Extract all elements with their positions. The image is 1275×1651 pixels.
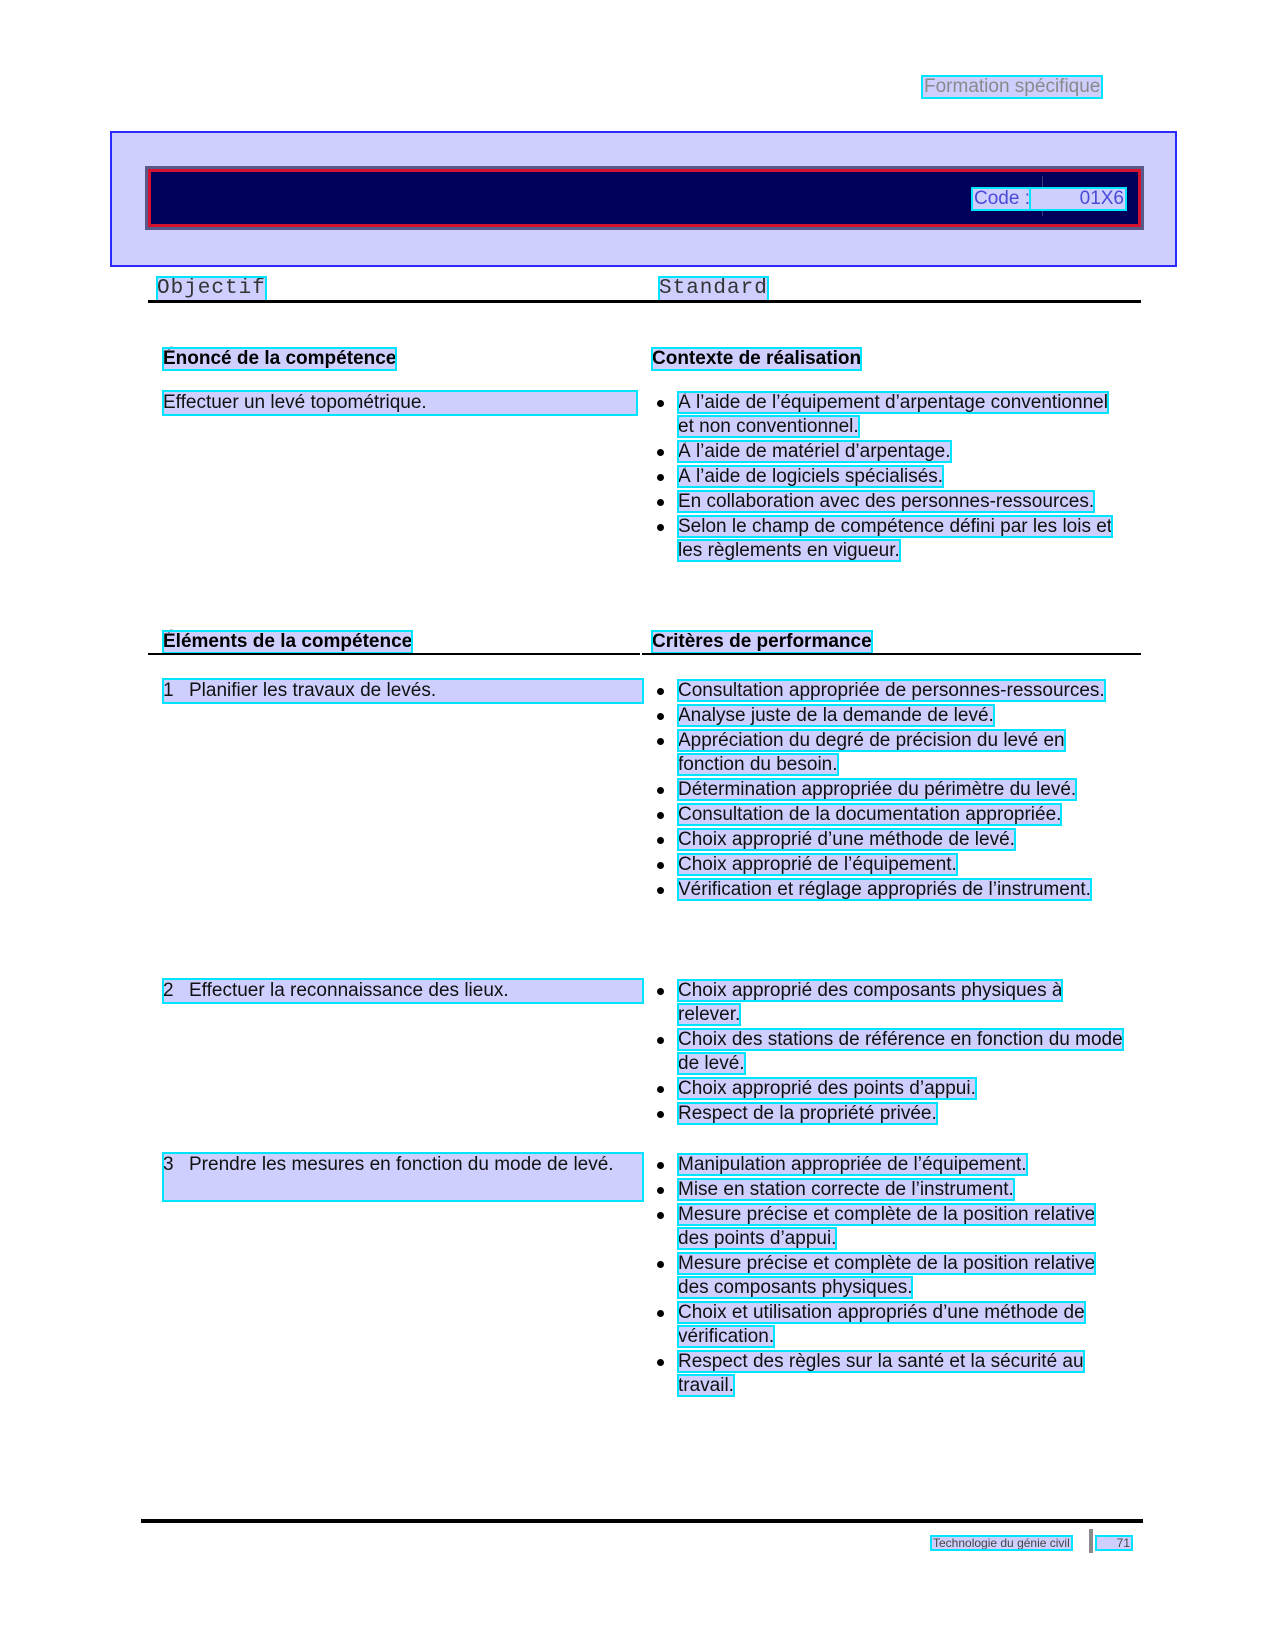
list-item	[656, 391, 1124, 439]
criteria-heading: Critères de performance	[652, 631, 872, 652]
section-label: Formation spécifique	[924, 76, 1101, 97]
bullet-icon	[657, 1111, 664, 1118]
criterion-text: Choix des stations de référence en fonction du mode de levé.	[678, 1029, 1123, 1074]
criteria-list-1	[656, 679, 1124, 903]
objective-row	[157, 277, 777, 301]
bullet-icon	[657, 1310, 664, 1317]
bullet-icon	[657, 787, 664, 794]
criterion-text: Analyse juste de la demande de levé.	[678, 705, 994, 726]
criterion-text: Choix approprié des points d’appui.	[678, 1078, 976, 1099]
list-item	[656, 878, 1124, 902]
bullet-icon	[657, 400, 664, 407]
element-label: Planifier les travaux de levés.	[189, 680, 437, 701]
bullet-icon	[657, 499, 664, 506]
bullet-icon	[657, 1261, 664, 1268]
list-item	[656, 979, 1124, 1027]
bullet-icon	[657, 1086, 664, 1093]
criterion-text: Consultation de la documentation appropriée.	[678, 804, 1062, 825]
objective-label: Objectif	[157, 277, 266, 300]
element-3	[163, 1153, 643, 1201]
criterion-text: Vérification et réglage appropriés de l’instrument.	[678, 879, 1091, 900]
bullet-icon	[657, 738, 664, 745]
footer-separator	[1089, 1529, 1093, 1553]
context-text: Selon le champ de compétence défini par les lois et les règlements en vigueur.	[678, 516, 1113, 561]
list-item	[656, 1203, 1124, 1251]
list-item	[656, 515, 1124, 563]
footer-program: Technologie du génie civil	[933, 1536, 1070, 1550]
bullet-icon	[657, 1037, 664, 1044]
elements-heading: Éléments de la compétence	[163, 631, 413, 652]
context-text: En collaboration avec des personnes-ressources.	[678, 491, 1095, 512]
bullet-icon	[657, 988, 664, 995]
list-item	[656, 1077, 1124, 1101]
context-text: À l’aide de l’équipement d’arpentage conventionnel et non conventionnel.	[678, 392, 1108, 437]
element-number: 3	[163, 1154, 174, 1175]
bullet-icon	[657, 887, 664, 894]
criterion-text: Choix et utilisation appropriés d’une méthode de vérification.	[678, 1302, 1085, 1347]
context-text: À l’aide de logiciels spécialisés.	[678, 466, 944, 487]
bullet-icon	[657, 688, 664, 695]
list-item	[656, 440, 1124, 464]
element-number: 1	[163, 680, 174, 701]
competence-statement: Effectuer un levé topométrique.	[163, 391, 637, 415]
context-heading: Contexte de réalisation	[652, 348, 862, 369]
objective-rule	[148, 300, 1141, 303]
element-1	[163, 679, 643, 703]
list-item	[656, 803, 1124, 827]
criterion-text: Mesure précise et complète de la position relative des composants physiques.	[678, 1253, 1096, 1298]
criterion-text: Choix approprié d’une méthode de levé.	[678, 829, 1015, 850]
list-item	[656, 778, 1124, 802]
criteria-list-3	[656, 1153, 1124, 1399]
list-item	[656, 828, 1124, 852]
competence-heading: Énoncé de la compétence	[163, 348, 397, 369]
list-item	[656, 1028, 1124, 1076]
list-item	[656, 1102, 1124, 1126]
page-number: 71	[1096, 1536, 1132, 1550]
criterion-text: Mise en station correcte de l’instrument.	[678, 1179, 1014, 1200]
list-item	[656, 490, 1124, 514]
bullet-icon	[657, 862, 664, 869]
list-item	[656, 465, 1124, 489]
element-2	[163, 979, 643, 1003]
element-label: Prendre les mesures en fonction du mode de levé.	[189, 1154, 614, 1175]
list-item	[656, 679, 1124, 703]
bullet-icon	[657, 474, 664, 481]
list-item	[656, 853, 1124, 877]
elements-rule	[148, 653, 1141, 655]
bullet-icon	[657, 713, 664, 720]
criterion-text: Détermination appropriée du périmètre du levé.	[678, 779, 1077, 800]
footer-rule	[141, 1519, 1143, 1523]
list-item	[656, 1178, 1124, 1202]
bullet-icon	[657, 1359, 664, 1366]
list-item	[656, 729, 1124, 777]
bullet-icon	[657, 1212, 664, 1219]
code-label: Code :	[974, 188, 1030, 209]
list-item	[656, 1350, 1124, 1398]
bullet-icon	[657, 524, 664, 531]
list-item	[656, 1301, 1124, 1349]
bullet-icon	[657, 1187, 664, 1194]
criterion-text: Appréciation du degré de précision du levé en fonction du besoin.	[678, 730, 1065, 775]
criterion-text: Manipulation appropriée de l’équipement.	[678, 1154, 1027, 1175]
context-list	[656, 391, 1124, 564]
bullet-icon	[657, 1162, 664, 1169]
list-item	[656, 1153, 1124, 1177]
element-label: Effectuer la reconnaissance des lieux.	[189, 980, 509, 1001]
standard-label: Standard	[659, 277, 768, 300]
bullet-icon	[657, 837, 664, 844]
criterion-text: Mesure précise et complète de la position relative des points d’appui.	[678, 1204, 1096, 1249]
criteria-list-2	[656, 979, 1124, 1127]
criterion-text: Choix approprié de l’équipement.	[678, 854, 957, 875]
bullet-icon	[657, 812, 664, 819]
list-item	[656, 1252, 1124, 1300]
column-gap	[640, 651, 642, 661]
criterion-text: Choix approprié des composants physiques à relever.	[678, 980, 1063, 1025]
code-value: 01X6	[1030, 188, 1126, 210]
list-item	[656, 704, 1124, 728]
element-number: 2	[163, 980, 174, 1001]
criterion-text: Respect des règles sur la santé et la sécurité au travail.	[678, 1351, 1084, 1396]
bullet-icon	[657, 449, 664, 456]
criterion-text: Consultation appropriée de personnes-ressources.	[678, 680, 1105, 701]
criterion-text: Respect de la propriété privée.	[678, 1103, 937, 1124]
context-text: À l’aide de matériel d’arpentage.	[678, 441, 951, 462]
